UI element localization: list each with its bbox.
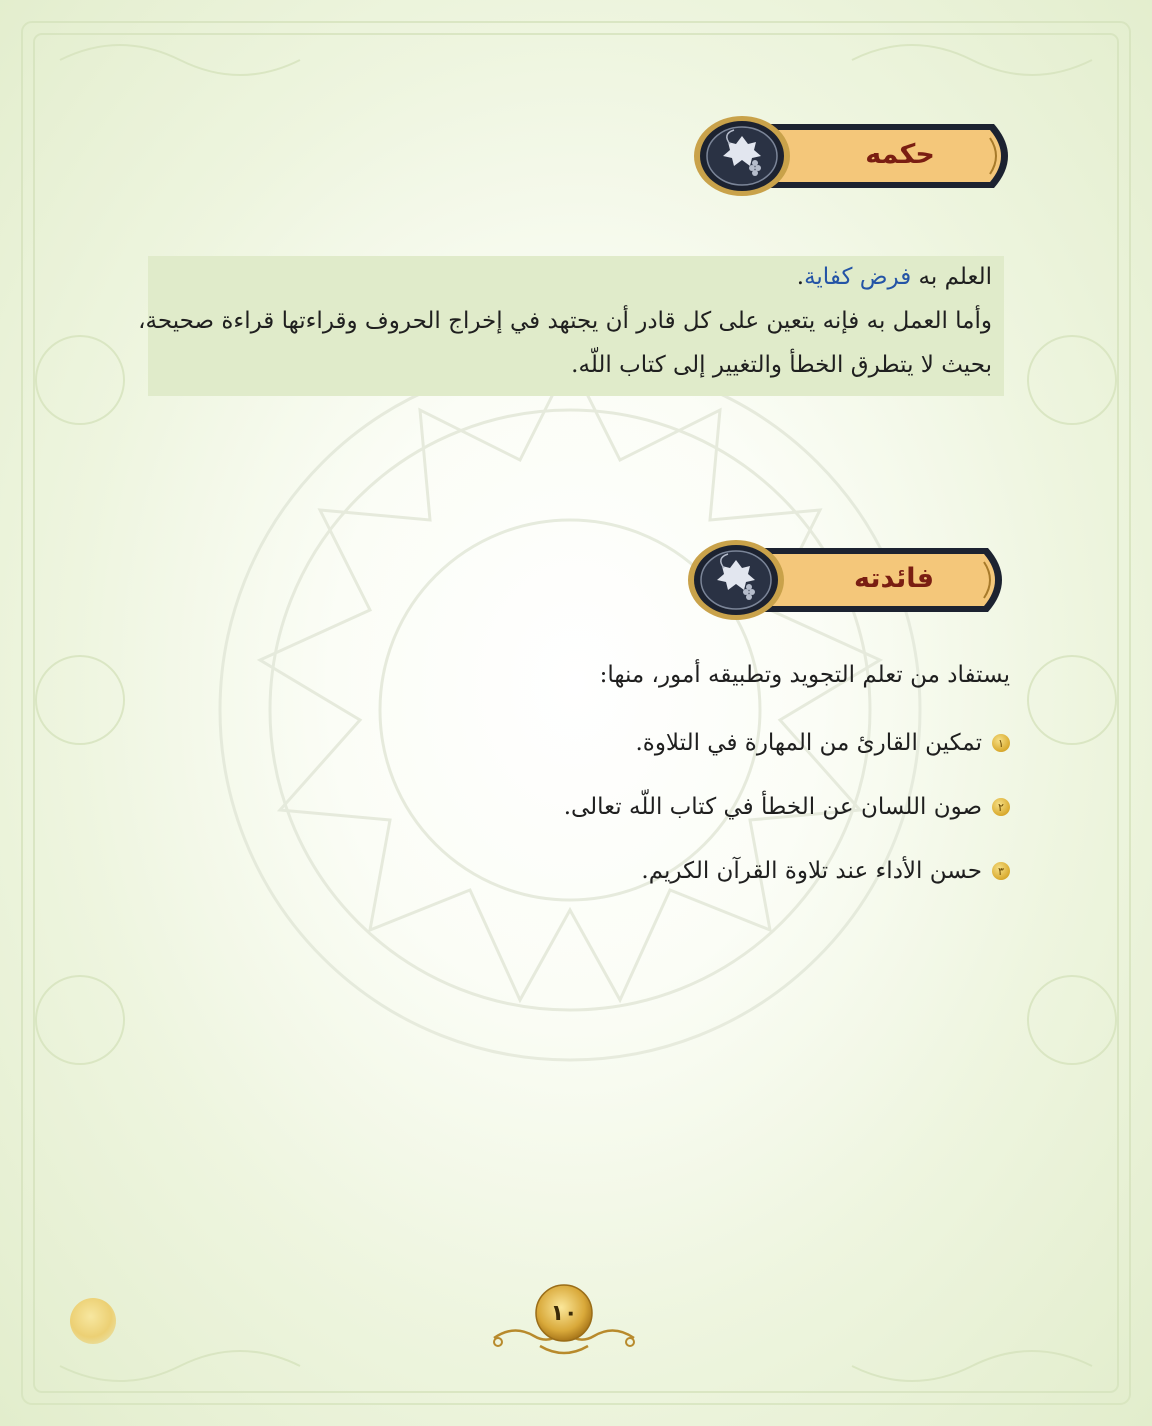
background-medallion (200, 340, 940, 1080)
grape-leaf-icon (684, 540, 788, 620)
number-badge: ١ (992, 734, 1010, 752)
section-banner-hukm (690, 116, 1026, 196)
highlight-term: فرض كفاية (804, 264, 912, 290)
side-tab-icon (70, 1298, 116, 1344)
section-banner-faida (684, 540, 1020, 620)
hukm-line-3: بحيث لا يتطرق الخطأ والتغيير إلى كتاب اللّه. (571, 352, 992, 378)
number-badge: ٢ (992, 798, 1010, 816)
list-item-text: صون اللسان عن الخطأ في كتاب اللّه تعالى. (563, 794, 982, 820)
hukm-text-box (138, 256, 1004, 396)
hukm-line-1 (797, 264, 992, 290)
hukm-line-2: وأما العمل به فإنه يتعين على كل قادر أن يجتهد في إخراج الحروف وقراءتها قراءة صحيحة، (138, 308, 992, 334)
hukm-line-1-prefix: العلم به (918, 264, 992, 290)
list-item (641, 858, 1010, 884)
number-badge: ٣ (992, 862, 1010, 880)
list-item-text: حسن الأداء عند تلاوة القرآن الكريم. (641, 858, 982, 884)
section-title: حكمه (865, 138, 935, 170)
list-item-text: تمكين القارئ من المهارة في التلاوة. (635, 730, 982, 756)
grape-leaf-icon (690, 116, 794, 196)
section-title: فائدته (853, 562, 935, 594)
list-item (564, 794, 1010, 820)
hukm-line-1-suffix: . (796, 264, 805, 290)
faida-intro: يستفاد من تعلم التجويد وتطبيقه أمور، منها: (599, 662, 1010, 688)
list-item (635, 730, 1010, 756)
page-number: ١٠ (550, 1300, 578, 1326)
page-number-ornament (484, 1282, 644, 1362)
